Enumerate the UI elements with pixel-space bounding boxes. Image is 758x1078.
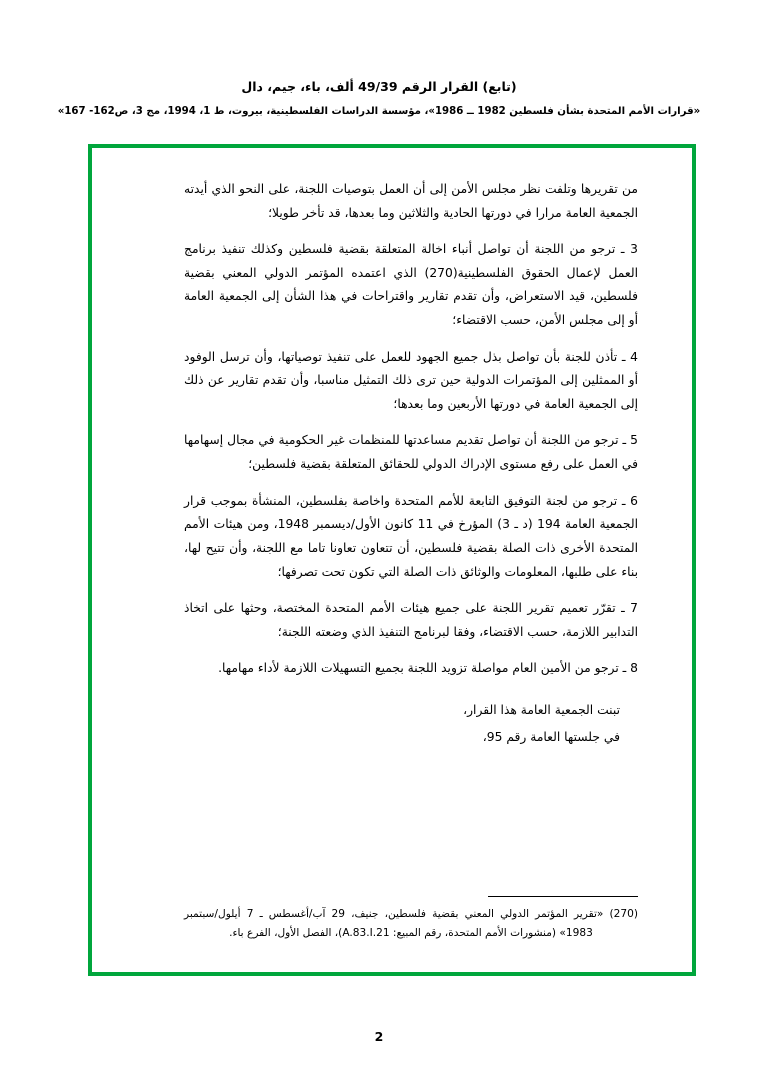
paragraph: 3 ـ ترجو من اللجنة أن تواصل أنباء اخالة المتعلقة بقضية فلسطين وكذلك تنفيذ برنامج العمل لإعمال الحقوق الفلسطينية(270) الذي اعتمده المؤتمر الدولي المعني بقضية فلسطين، قيد الاستعراض، وأن تقدم تقارير واقتراحات في هذا الشأن إلى الجمعية العامة أو إلى مجلس الأمن، حسب الاقتضاء؛ [184, 242, 638, 328]
document-body [92, 178, 692, 752]
footnote-text: (270) «تقرير المؤتمر الدولي المعني بقضية فلسطين، جنيف، 29 آب/أغسطس ـ 7 أيلول/سبتمبر 1983» (منشورات الأمم المتحدة، رقم المبيع: A.83.I.21)، الفصل الأول، الفرع باء. [184, 907, 638, 940]
page-number: 2 [374, 1029, 384, 1044]
footnote-divider [488, 896, 638, 897]
footnote-section [92, 896, 692, 944]
paragraph: 4 ـ تأذن للجنة بأن تواصل بذل جميع الجهود للعمل على تنفيذ توصياتها، وأن ترسل الوفود أو الممثلين إلى المؤتمرات الدولية حين ترى ذلك التمثيل مناسبا، وأن تقدم تقارير عن ذلك إلى الجمعية العامة في دورتها الأربعين وما بعدها؛ [184, 349, 638, 411]
closing-line: في جلستها العامة رقم 95، [482, 729, 620, 744]
paragraph: من تقريرها وتلفت نظر مجلس الأمن إلى أن العمل بتوصيات اللجنة، على النحو الذي أيدته الجمعية العامة مرارا في دورتها الحادية والثلاثين وما بعدها، قد تأخر طويلا؛ [184, 182, 638, 220]
bordered-content-frame [88, 144, 696, 976]
document-header [0, 78, 758, 119]
page-subtitle: «قرارات الأمم المتحدة بشأن فلسطين 1982 ــ 1986»، مؤسسة الدراسات الفلسطينية، بيروت، ط 1، 1994، مج 3، ص162- 167» [57, 105, 701, 117]
page-title: (تابع) القرار الرقم 49/39 ألف، باء، جيم، دال [241, 79, 517, 94]
paragraph: 8 ـ ترجو من الأمين العام مواصلة تزويد اللجنة بجميع التسهيلات اللازمة لأداء مهامها. [218, 661, 638, 676]
paragraph: 5 ـ ترجو من اللجنة أن تواصل تقديم مساعدتها للمنظمات غير الحكومية في مجال إسهامها في العمل على رفع مستوى الإدراك الدولي للحقائق المتعلقة بقضية فلسطين؛ [184, 433, 638, 472]
closing-line: تبنت الجمعية العامة هذا القرار، [463, 702, 620, 717]
paragraph: 7 ـ تقرّر تعميم تقرير اللجنة على جميع هيئات الأمم المتحدة المختصة، وحثها على اتخاذ التدابير اللازمة، حسب الاقتضاء، وفقا لبرنامج التنفيذ الذي وضعته اللجنة؛ [184, 601, 638, 639]
closing-block [184, 699, 638, 748]
paragraph: 6 ـ ترجو من لجنة التوفيق التابعة للأمم المتحدة واخاصة بفلسطين، المنشأة بموجب قرار الجمعية العامة 194 (د ـ 3) المؤرخ في 11 كانون الأول/ديسمبر 1948، ومن هيئات الأمم المتحدة الأخرى ذات الصلة بقضية فلسطين، أن تتعاون تعاونا تاما مع اللجنة، وأن تتيح لها، بناء على طلبها، المعلومات والوثائق ذات الصلة التي تكون تحت تصرفها؛ [184, 493, 638, 579]
